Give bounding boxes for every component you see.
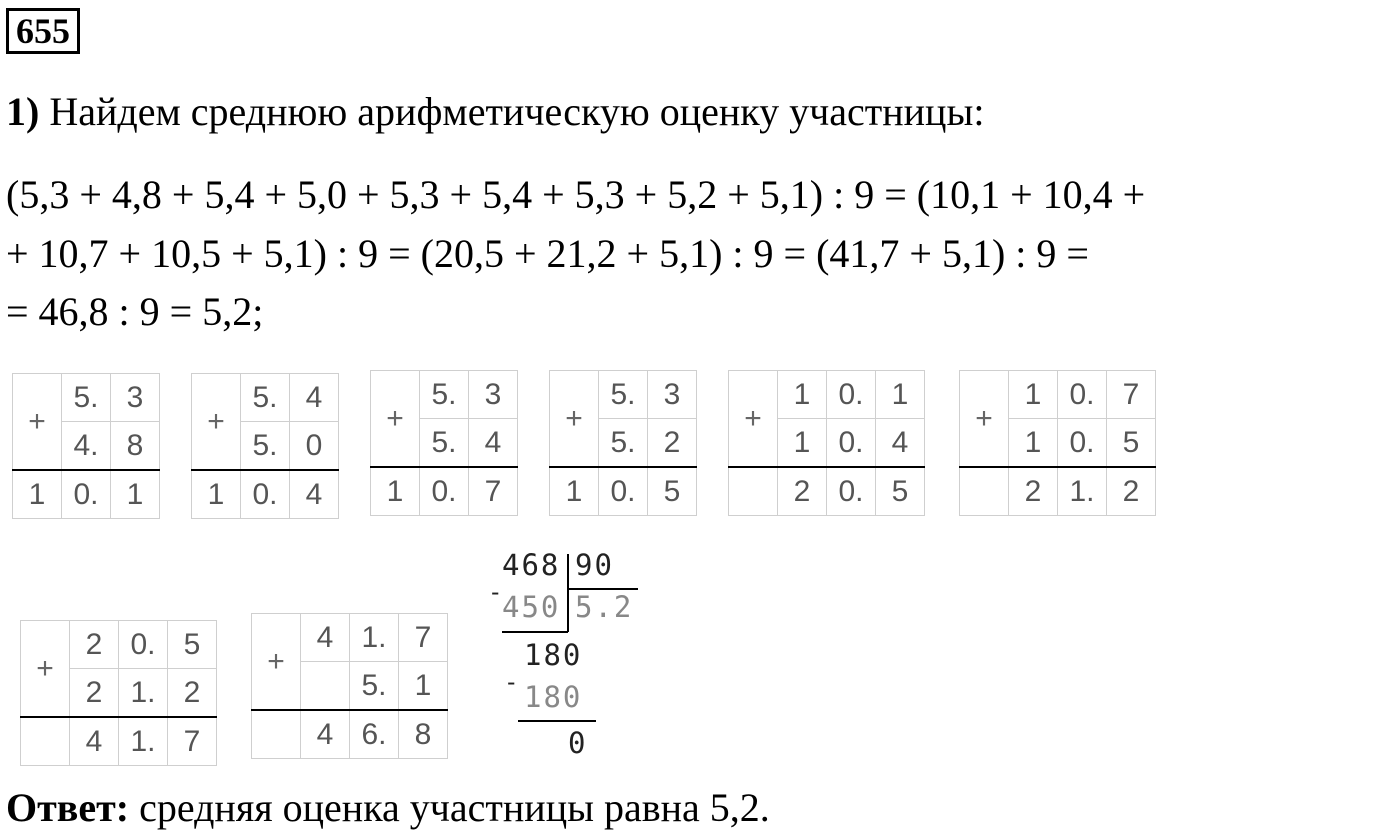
- sum-digit: 8: [399, 710, 448, 759]
- answer-label: Ответ:: [6, 785, 130, 830]
- division-underline-2: [518, 720, 596, 722]
- sum-digit: 2: [1107, 467, 1156, 516]
- plus-sign: +: [729, 371, 778, 468]
- sum-digit: 4: [290, 470, 339, 519]
- part-label: 1): [6, 89, 40, 134]
- addend-1-digit: 1: [1009, 371, 1058, 419]
- addend-1-digit: 5.: [599, 371, 648, 419]
- sum-digit: [960, 467, 1009, 516]
- division-quotient: 5.2: [575, 590, 634, 624]
- division-remainder-1: 180: [524, 638, 583, 672]
- sum-digit: 0.: [599, 467, 648, 516]
- addend-2-digit: 5.: [241, 422, 290, 471]
- sum-digit: 7: [168, 717, 217, 766]
- addend-2-digit: 1: [399, 662, 448, 711]
- sum-digit: 2: [1009, 467, 1058, 516]
- addend-1-digit: 5.: [62, 374, 111, 422]
- addend-2-digit: 2: [70, 669, 119, 718]
- plus-sign: +: [371, 371, 420, 468]
- plus-sign: +: [252, 614, 301, 711]
- sum-digit: 1: [550, 467, 599, 516]
- sum-digit: 5: [648, 467, 697, 516]
- column-addition-8: [251, 613, 448, 759]
- addend-1-digit: 0.: [119, 621, 168, 669]
- intro-text: Найдем среднюю арифметическую оценку участницы:: [49, 89, 985, 134]
- plus-sign: +: [13, 374, 62, 471]
- column-addition-2: [191, 373, 339, 519]
- addend-1-digit: 7: [1107, 371, 1156, 419]
- addend-2-digit: 0: [290, 422, 339, 471]
- sum-digit: 6.: [350, 710, 399, 759]
- addend-2-digit: 4: [876, 419, 925, 468]
- column-addition-6: [959, 370, 1156, 516]
- intro-line: [6, 88, 984, 135]
- addend-2-digit: [301, 662, 350, 711]
- addend-1-digit: 1.: [350, 614, 399, 662]
- division-dividend: 468: [502, 548, 561, 582]
- addend-1-digit: 1: [876, 371, 925, 419]
- addend-1-digit: 4: [290, 374, 339, 422]
- addend-2-digit: 5.: [599, 419, 648, 468]
- sum-digit: 4: [70, 717, 119, 766]
- addend-2-digit: 2: [168, 669, 217, 718]
- sum-digit: 1.: [1058, 467, 1107, 516]
- sum-digit: 7: [469, 467, 518, 516]
- calc-line-1: (5,3 + 4,8 + 5,4 + 5,0 + 5,3 + 5,4 + 5,3 + 5,2 + 5,1) : 9 = (10,1 + 10,4 +: [6, 172, 1146, 217]
- addend-1-digit: 2: [70, 621, 119, 669]
- addend-1-digit: 0.: [827, 371, 876, 419]
- addend-1-digit: 5.: [420, 371, 469, 419]
- addend-2-digit: 4.: [62, 422, 111, 471]
- addend-1-digit: 0.: [1058, 371, 1107, 419]
- addend-1-digit: 3: [111, 374, 160, 422]
- addend-2-digit: 5: [1107, 419, 1156, 468]
- addend-1-digit: 4: [301, 614, 350, 662]
- column-addition-1: [12, 373, 160, 519]
- answer-text: средняя оценка участницы равна 5,2.: [139, 785, 770, 830]
- sum-digit: 4: [301, 710, 350, 759]
- division-vertical-bar: [567, 554, 569, 632]
- sum-digit: 1: [371, 467, 420, 516]
- minus-sign: -: [504, 668, 519, 696]
- addend-2-digit: 0.: [827, 419, 876, 468]
- addend-2-digit: 1: [1009, 419, 1058, 468]
- sum-digit: 1: [111, 470, 160, 519]
- answer-line: [6, 784, 770, 831]
- column-addition-5: [728, 370, 925, 516]
- sum-digit: 0.: [62, 470, 111, 519]
- division-divisor: 90: [575, 548, 614, 582]
- addend-1-digit: 5: [168, 621, 217, 669]
- division-subtrahend-2: 180: [524, 680, 583, 714]
- plus-sign: +: [192, 374, 241, 471]
- addend-2-digit: 2: [648, 419, 697, 468]
- addend-2-digit: 1: [778, 419, 827, 468]
- division-subtrahend-1: 450: [502, 590, 561, 624]
- column-addition-3: [370, 370, 518, 516]
- addend-1-digit: 3: [648, 371, 697, 419]
- long-division: [488, 548, 648, 768]
- sum-digit: 0.: [420, 467, 469, 516]
- addend-2-digit: 0.: [1058, 419, 1107, 468]
- sum-digit: 1: [13, 470, 62, 519]
- addend-1-digit: 3: [469, 371, 518, 419]
- plus-sign: +: [21, 621, 70, 718]
- division-remainder-final: 0: [568, 726, 588, 760]
- sum-digit: 2: [778, 467, 827, 516]
- sum-digit: [252, 710, 301, 759]
- addend-2-digit: 1.: [119, 669, 168, 718]
- sum-digit: 1.: [119, 717, 168, 766]
- addend-1-digit: 7: [399, 614, 448, 662]
- minus-sign: -: [488, 578, 503, 606]
- addend-1-digit: 1: [778, 371, 827, 419]
- plus-sign: +: [960, 371, 1009, 468]
- sum-digit: 1: [192, 470, 241, 519]
- sum-digit: [729, 467, 778, 516]
- addend-2-digit: 4: [469, 419, 518, 468]
- problem-number: 655: [6, 8, 80, 54]
- sum-digit: 0.: [241, 470, 290, 519]
- sum-digit: 5: [876, 467, 925, 516]
- addend-1-digit: 5.: [241, 374, 290, 422]
- calc-line-3: = 46,8 : 9 = 5,2;: [6, 289, 264, 334]
- sum-digit: [21, 717, 70, 766]
- plus-sign: +: [550, 371, 599, 468]
- addend-2-digit: 5.: [350, 662, 399, 711]
- addend-2-digit: 5.: [420, 419, 469, 468]
- column-addition-7: [20, 620, 217, 766]
- division-underline-1: [502, 631, 568, 633]
- calc-line-2: + 10,7 + 10,5 + 5,1) : 9 = (20,5 + 21,2 + 5,1) : 9 = (41,7 + 5,1) : 9 =: [6, 231, 1089, 276]
- addend-2-digit: 8: [111, 422, 160, 471]
- sum-digit: 0.: [827, 467, 876, 516]
- column-addition-4: [549, 370, 697, 516]
